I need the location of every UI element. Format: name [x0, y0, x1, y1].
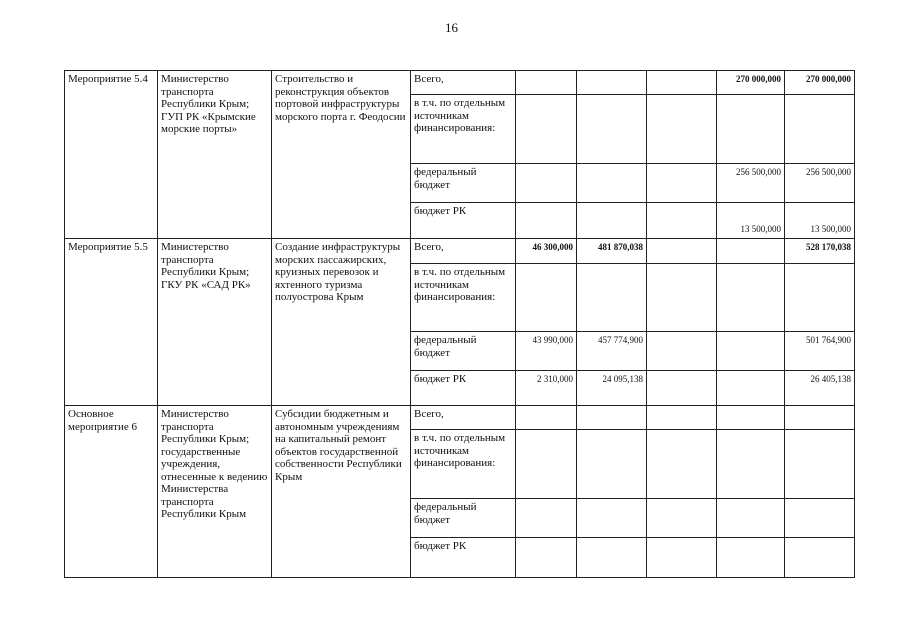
source-label: бюджет РК [411, 203, 516, 239]
value-cell: 457 774,900 [577, 332, 647, 371]
value-cell [647, 406, 717, 430]
description-cell: Строительство и реконструкция объектов портовой инфраструктуры морского порта г. Феодосии [272, 71, 411, 239]
value-cell [647, 371, 717, 406]
total-cell [785, 430, 855, 499]
value-cell [647, 538, 717, 578]
total-cell: 270 000,000 [785, 71, 855, 95]
total-cell [785, 95, 855, 164]
value-cell [717, 430, 785, 499]
total-cell [785, 406, 855, 430]
event-name: Мероприятие 5.4 [65, 71, 158, 239]
source-label: Всего, [411, 406, 516, 430]
total-cell: 26 405,138 [785, 371, 855, 406]
source-label: федеральный бюджет [411, 332, 516, 371]
description-cell: Создание инфраструктуры морских пассажирских, круизных перевозок и яхтенного туризма полуострова Крым [272, 239, 411, 406]
value-cell: 256 500,000 [717, 164, 785, 203]
description-cell: Субсидии бюджетным и автономным учреждениям на капитальный ремонт объектов государственной собственности Республики Крым [272, 406, 411, 578]
budget-table [64, 70, 855, 578]
total-cell: 256 500,000 [785, 164, 855, 203]
value-cell [516, 499, 577, 538]
page-number: 16 [445, 20, 458, 35]
value-cell [577, 71, 647, 95]
value-cell [577, 264, 647, 332]
value-cell: 270 000,000 [717, 71, 785, 95]
value-cell [577, 538, 647, 578]
value-cell [577, 203, 647, 239]
value-cell [717, 406, 785, 430]
table-row [65, 71, 855, 95]
total-cell [785, 264, 855, 332]
value-cell: 13 500,000 [717, 203, 785, 239]
value-cell [516, 164, 577, 203]
value-cell [577, 95, 647, 164]
total-cell [785, 499, 855, 538]
value-cell [647, 264, 717, 332]
value-cell [647, 430, 717, 499]
value-cell [647, 71, 717, 95]
value-cell [647, 239, 717, 264]
value-cell [647, 332, 717, 371]
table-row [65, 406, 855, 430]
value-cell: 46 300,000 [516, 239, 577, 264]
value-cell: 2 310,000 [516, 371, 577, 406]
total-cell [785, 538, 855, 578]
value-cell [577, 430, 647, 499]
value-cell [647, 203, 717, 239]
executor-cell: Министерство транспорта Республики Крым; ГУП РК «Крымские морские порты» [158, 71, 272, 239]
source-label: бюджет РК [411, 538, 516, 578]
value-cell [647, 95, 717, 164]
source-label: в т.ч. по отдельным источникам финансирования: [411, 95, 516, 164]
source-label: бюджет РК [411, 371, 516, 406]
executor-cell: Министерство транспорта Республики Крым; государственные учреждения, отнесенные к ведению Министерства транспорта Республики Крым [158, 406, 272, 578]
source-label: в т.ч. по отдельным источникам финансирования: [411, 264, 516, 332]
source-label: Всего, [411, 239, 516, 264]
value-cell [647, 164, 717, 203]
value-cell [717, 264, 785, 332]
event-name: Основное мероприятие 6 [65, 406, 158, 578]
executor-cell: Министерство транспорта Республики Крым; ГКУ РК «САД РК» [158, 239, 272, 406]
total-cell: 501 764,900 [785, 332, 855, 371]
value-cell [516, 430, 577, 499]
total-cell: 13 500,000 [785, 203, 855, 239]
source-label: Всего, [411, 71, 516, 95]
table-row [65, 239, 855, 264]
value-cell [577, 499, 647, 538]
value-cell [717, 371, 785, 406]
total-cell: 528 170,038 [785, 239, 855, 264]
value-cell [717, 239, 785, 264]
value-cell [516, 71, 577, 95]
value-cell [717, 95, 785, 164]
value-cell [717, 538, 785, 578]
value-cell [516, 203, 577, 239]
source-label: в т.ч. по отдельным источникам финансирования: [411, 430, 516, 499]
value-cell [577, 164, 647, 203]
value-cell [516, 406, 577, 430]
value-cell [647, 499, 717, 538]
value-cell [717, 499, 785, 538]
value-cell [516, 538, 577, 578]
value-cell [516, 264, 577, 332]
source-label: федеральный бюджет [411, 164, 516, 203]
value-cell [717, 332, 785, 371]
source-label: федеральный бюджет [411, 499, 516, 538]
event-name: Мероприятие 5.5 [65, 239, 158, 406]
value-cell: 24 095,138 [577, 371, 647, 406]
value-cell: 43 990,000 [516, 332, 577, 371]
value-cell [577, 406, 647, 430]
value-cell: 481 870,038 [577, 239, 647, 264]
value-cell [516, 95, 577, 164]
